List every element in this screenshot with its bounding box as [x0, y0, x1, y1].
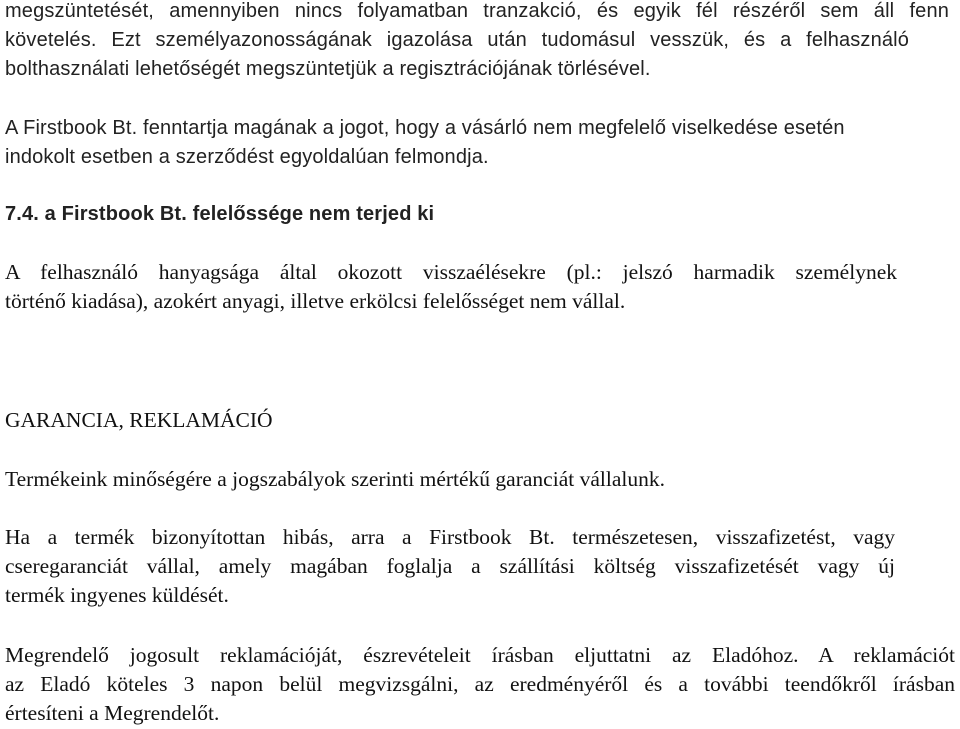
intro-line-2: követelés. Ezt személyazonosságának igazolása után tudomásul vesszük, és a felhasználó [5, 29, 909, 51]
warranty-defect-paragraph [5, 523, 895, 610]
intro-line-1: megszüntetését, amennyiben nincs folyamatban tranzakció, és egyik fél részéről sem áll fenn [5, 0, 949, 22]
complaint-line-1: Megrendelő jogosult reklamációját, észrevételeit írásban eljuttatni az Eladóhoz. A reklamációt [5, 643, 955, 667]
warranty-complaint-paragraph [5, 641, 955, 728]
termination-paragraph [5, 114, 845, 172]
warranty-quality-line: Termékeink minőségére a jogszabályok szerinti mértékű garanciát vállalunk. [5, 467, 665, 491]
intro-paragraph [5, 0, 949, 84]
intro-line-3: bolthasználati lehetőségét megszüntetjük a regisztrációjának törlésével. [5, 58, 651, 80]
complaint-line-3: értesíteni a Megrendelőt. [5, 701, 220, 725]
section-7-4-heading: 7.4. a Firstbook Bt. felelőssége nem terjed ki [5, 203, 435, 225]
section-7-4-line-2: történő kiadása), azokért anyagi, illetve erkölcsi felelősséget nem vállal. [5, 289, 626, 313]
defect-line-1: Ha a termék bizonyítottan hibás, arra a Firstbook Bt. természetesen, visszafizetést, vagy [5, 525, 895, 549]
termination-line-1: A Firstbook Bt. fenntartja magának a jogot, hogy a vásárló nem megfelelő viselkedése esetén [5, 117, 845, 139]
section-7-4-body [5, 258, 897, 316]
complaint-line-2: az Eladó köteles 3 napon belül megvizsgálni, az eredményéről és a további teendőkről írásban [5, 672, 955, 696]
defect-line-2: cseregaranciát vállal, amely magában foglalja a szállítási költség visszafizetését vagy új [5, 554, 895, 578]
termination-line-2: indokolt esetben a szerződést egyoldalúan felmondja. [5, 146, 489, 168]
warranty-heading: GARANCIA, REKLAMÁCIÓ [5, 408, 273, 432]
section-7-4-line-1: A felhasználó hanyagsága által okozott visszaélésekre (pl.: jelszó harmadik személynek [5, 260, 897, 284]
defect-line-3: termék ingyenes küldését. [5, 583, 229, 607]
